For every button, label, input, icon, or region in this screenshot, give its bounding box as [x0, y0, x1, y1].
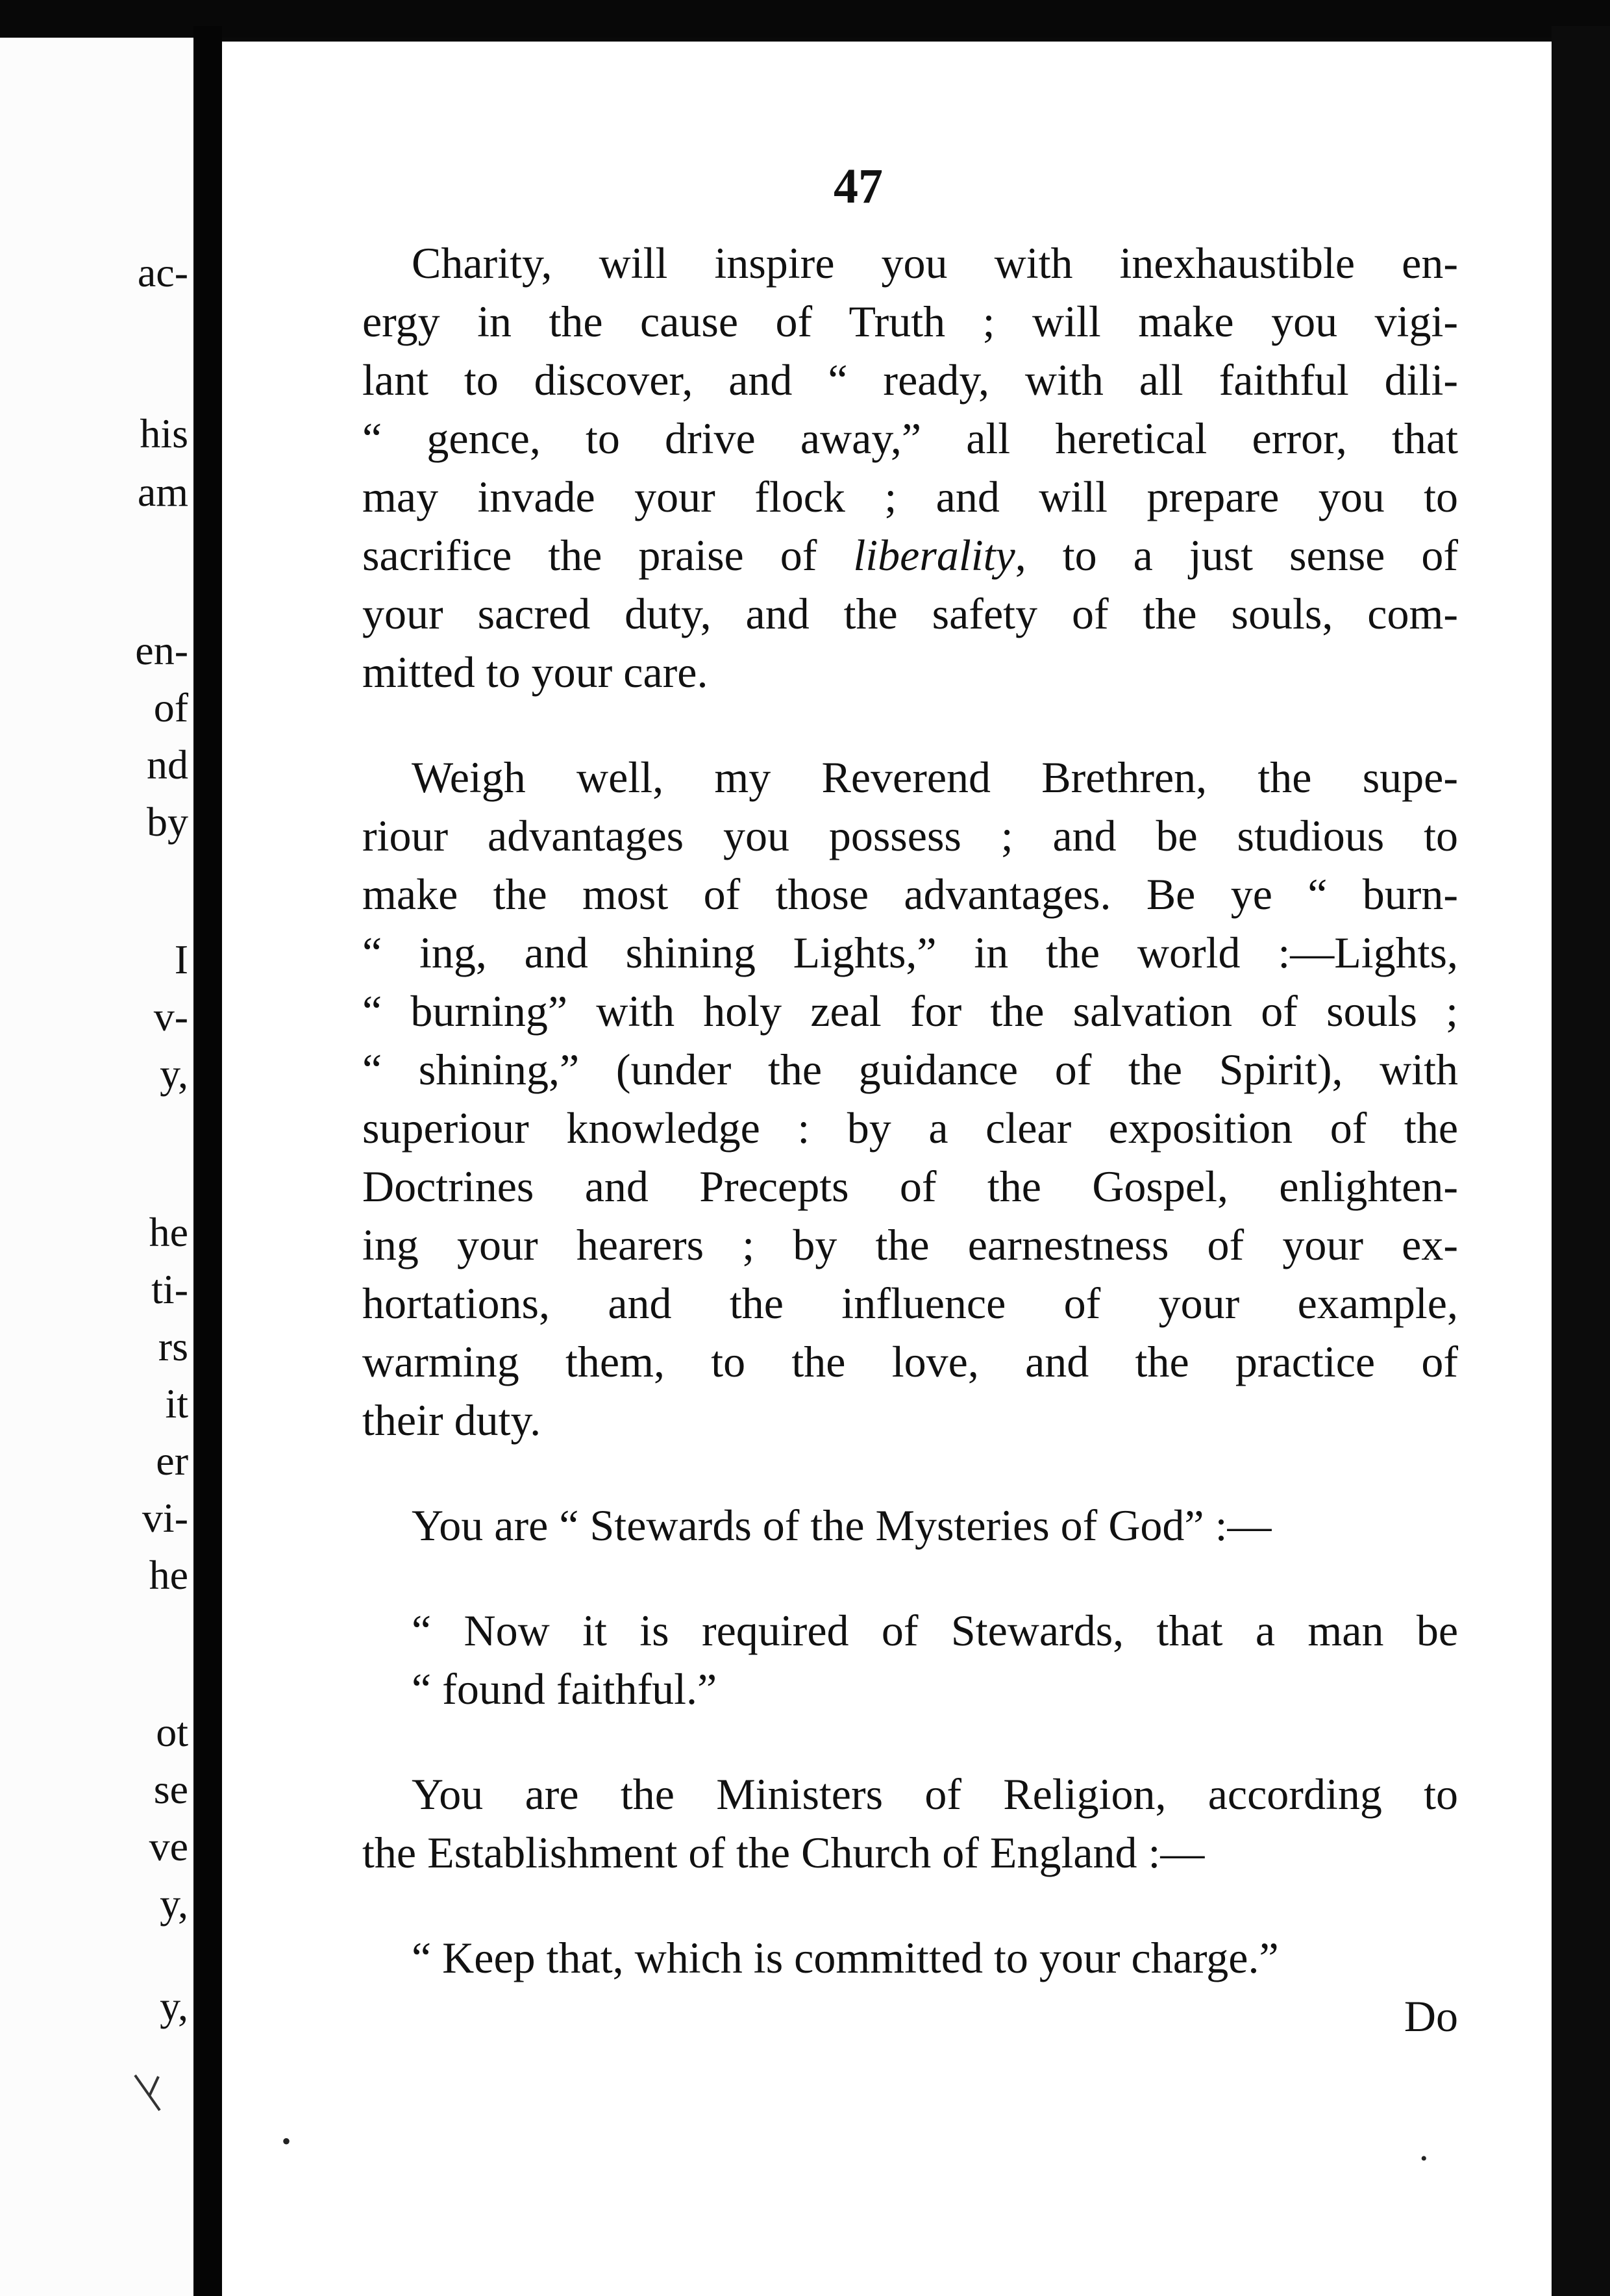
text-line: “ Keep that, which is committed to your charge.”	[412, 1933, 1279, 1982]
scan-border-right	[1552, 26, 1610, 2296]
left-fragment: y,	[160, 1983, 188, 2029]
paragraph-4	[362, 1601, 1458, 1718]
left-fragment: rs	[158, 1323, 188, 1369]
text-line: “ burning” with holy zeal for the salvation of souls ;	[362, 986, 1458, 1036]
text-line: You are “ Stewards of the Mysteries of God” :—	[412, 1501, 1272, 1550]
left-fragment: y,	[160, 1880, 188, 1927]
page-number: 47	[834, 159, 883, 214]
paragraph-5	[362, 1765, 1458, 1882]
catchword: Do	[1404, 1991, 1458, 2041]
left-fragment: he	[149, 1552, 188, 1598]
left-fragment: his	[140, 410, 188, 456]
paragraph-6	[362, 1928, 1458, 1987]
text-line: ergy in the cause of Truth ; will make you vigi-	[362, 297, 1458, 346]
text-line: the Establishment of the Church of England :—	[362, 1828, 1205, 1877]
left-fragment: se	[153, 1766, 188, 1812]
text-line: “ found faithful.”	[412, 1664, 717, 1714]
text-line: warming them, to the love, and the practice of	[362, 1337, 1458, 1386]
left-fragment: vi-	[142, 1495, 188, 1541]
left-fragment: er	[156, 1438, 188, 1484]
left-fragment: v-	[153, 993, 188, 1040]
left-fragment: ot	[156, 1709, 188, 1755]
text-line: Doctrines and Precepts of the Gospel, enlighten-	[362, 1162, 1458, 1211]
text-line: hortations, and the influence of your example,	[362, 1279, 1458, 1328]
text-line: ing your hearers ; by the earnestness of your ex-	[362, 1220, 1458, 1269]
text-line: may invade your flock ; and will prepare you to	[362, 472, 1458, 521]
text-line: Charity, will inspire you with inexhaustible en-	[412, 238, 1458, 288]
left-fragment: I	[174, 936, 188, 982]
ink-speck: •	[1420, 2148, 1428, 2169]
printed-page	[222, 42, 1552, 2296]
text-line: mitted to your care.	[362, 647, 708, 697]
left-fragment: ac-	[137, 249, 188, 295]
text-line: superiour knowledge : by a clear exposition of the	[362, 1103, 1458, 1153]
pencil-mark-icon	[130, 2070, 169, 2115]
text-line: “ Now it is required of Stewards, that a man be	[412, 1606, 1458, 1655]
left-page-edge	[0, 38, 193, 2296]
left-fragment: y,	[160, 1051, 188, 1097]
text-line: their duty.	[362, 1395, 541, 1445]
scan-border-top	[0, 0, 1610, 38]
paragraph-2	[362, 748, 1458, 1449]
left-fragment: nd	[147, 742, 188, 788]
ink-speck: •	[282, 2127, 291, 2156]
left-fragment: by	[147, 799, 188, 845]
left-fragment: ti-	[151, 1266, 188, 1312]
text-line: Weigh well, my Reverend Brethren, the supe-	[412, 753, 1458, 802]
left-fragment: ve	[149, 1823, 188, 1869]
page-gutter	[193, 26, 222, 2296]
text-line: “ gence, to drive away,” all heretical error, that	[362, 414, 1458, 463]
left-fragment: he	[149, 1209, 188, 1255]
left-fragment: of	[153, 684, 188, 730]
text-line: riour advantages you possess ; and be studious to	[362, 811, 1458, 860]
text-line: “ ing, and shining Lights,” in the world :—Lights,	[362, 928, 1458, 977]
text-line: your sacred duty, and the safety of the souls, com-	[362, 589, 1458, 638]
left-fragment: en-	[135, 627, 188, 673]
left-fragment: it	[165, 1380, 188, 1427]
paragraph-3	[362, 1496, 1458, 1554]
text-line: “ shining,” (under the guidance of the Spirit), with	[362, 1045, 1458, 1094]
page-text	[362, 234, 1458, 2045]
text-line: You are the Ministers of Religion, according to	[412, 1769, 1458, 1819]
text-line: lant to discover, and “ ready, with all faithful dili-	[362, 355, 1458, 405]
text-line: make the most of those advantages. Be ye “ burn-	[362, 869, 1458, 919]
left-fragment: am	[137, 469, 188, 515]
paragraph-1	[362, 234, 1458, 701]
text-line: sacrifice the praise of liberality, to a just sense of	[362, 530, 1458, 580]
